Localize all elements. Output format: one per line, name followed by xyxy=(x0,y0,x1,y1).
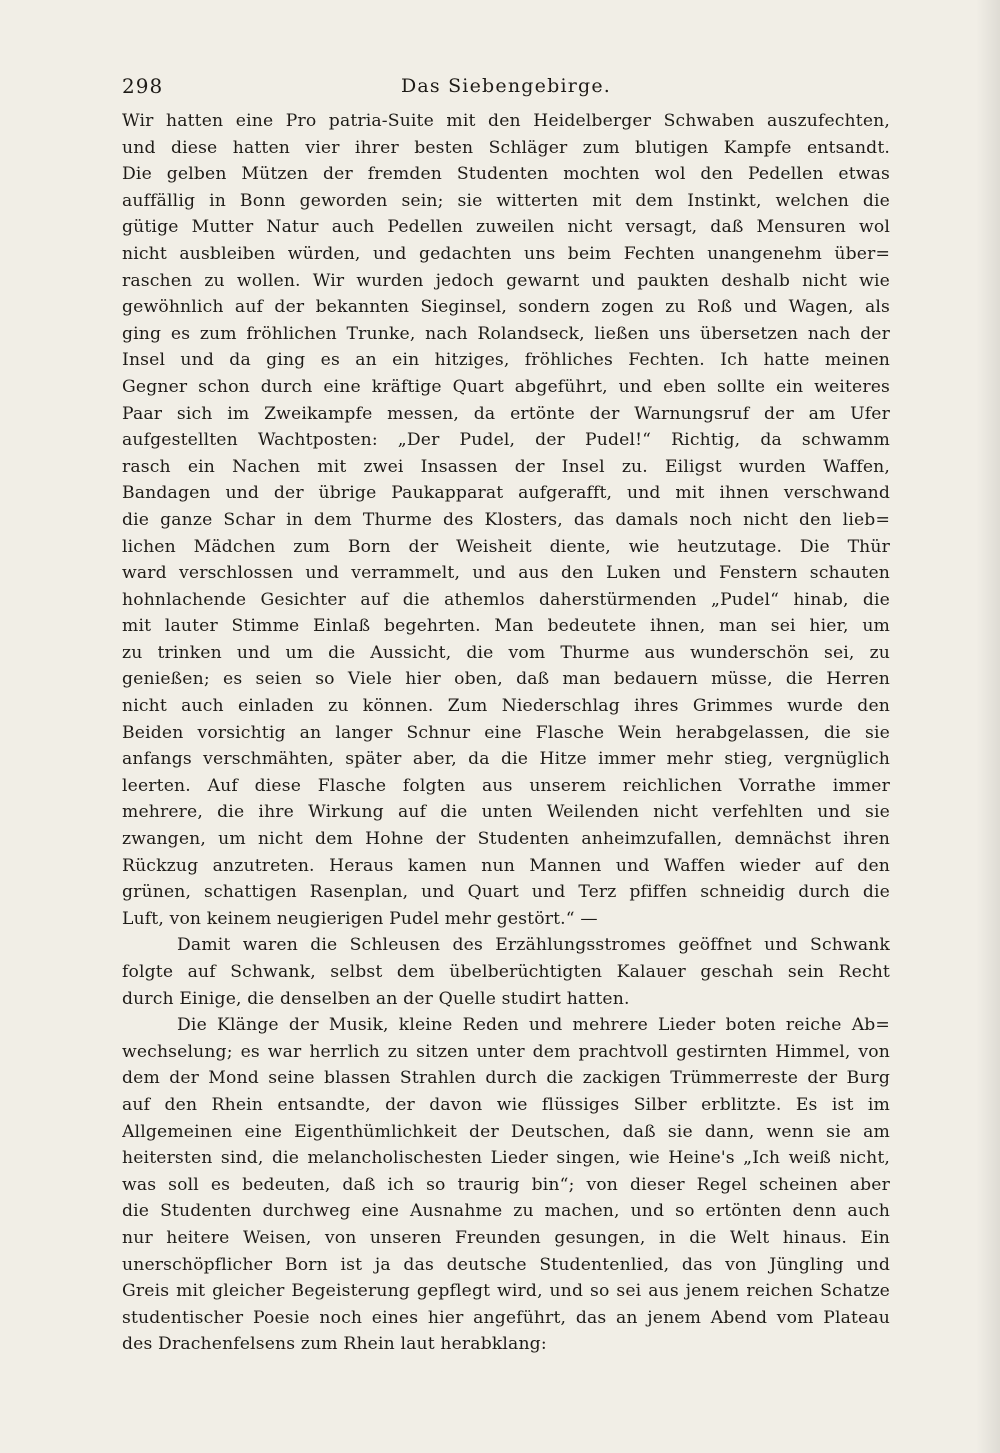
text-line: heitersten sind, die melancholischesten Lieder singen, wie Heine's „Ich weiß nicht, xyxy=(122,1148,890,1169)
page-number: 298 xyxy=(122,74,164,98)
text-line: Luft, von keinem neugierigen Pudel mehr gestört.“ — xyxy=(122,908,598,929)
text-line: studentischer Poesie noch eines hier angeführt, das an jenem Abend vom Plateau xyxy=(122,1307,890,1328)
text-line: gewöhnlich auf der bekannten Sieginsel, sondern zogen zu Roß und Wagen, als xyxy=(122,297,890,318)
text-line: des Drachenfelsens zum Rhein laut herabklang: xyxy=(122,1334,547,1355)
text-line: grünen, schattigen Rasenplan, und Quart und Terz pfiffen schneidig durch die xyxy=(122,882,890,903)
paragraph-start-line: Damit waren die Schleusen des Erzählungsstromes geöffnet und Schwank xyxy=(177,935,890,956)
text-line: unerschöpflicher Born ist ja das deutsche Studentenlied, das von Jüngling und xyxy=(122,1254,890,1275)
text-line: auf den Rhein entsandte, der davon wie flüssiges Silber erblitzte. Es ist im xyxy=(122,1094,890,1115)
text-line: zu trinken und um die Aussicht, die vom Thurme aus wunderschön sei, zu xyxy=(122,642,890,663)
text-line: leerten. Auf diese Flasche folgten aus unserem reichlichen Vorrathe immer xyxy=(122,775,890,796)
text-line: und diese hatten vier ihrer besten Schläger zum blutigen Kampfe entsandt. xyxy=(122,137,890,158)
text-line: was soll es bedeuten, daß ich so traurig bin“; von dieser Regel scheinen aber xyxy=(122,1174,890,1195)
text-line: hohnlachende Gesichter auf die athemlos daherstürmenden „Pudel“ hinab, die xyxy=(122,589,890,610)
text-line: dem der Mond seine blassen Strahlen durch die zackigen Trümmerreste der Burg xyxy=(122,1068,890,1089)
text-line: die Studenten durchweg eine Ausnahme zu machen, und so ertönten denn auch xyxy=(122,1201,890,1222)
text-line: durch Einige, die denselben an der Quelle studirt hatten. xyxy=(122,988,630,1009)
running-title: Das Siebengebirge. xyxy=(400,75,612,97)
text-line: folgte auf Schwank, selbst dem übelberüchtigten Kalauer geschah sein Recht xyxy=(122,962,890,982)
text-line: Die gelben Mützen der fremden Studenten mochten wol den Pedellen etwas xyxy=(122,164,890,185)
text-line: ward verschlossen und verrammelt, und aus den Luken und Fenstern schauten xyxy=(122,563,890,584)
text-line: genießen; es seien so Viele hier oben, daß man bedauern müsse, die Herren xyxy=(122,669,890,690)
text-line: Beiden vorsichtig an langer Schnur eine Flasche Wein herabgelassen, die sie xyxy=(122,722,890,743)
text-line: mehrere, die ihre Wirkung auf die unten Weilenden nicht verfehlten und sie xyxy=(122,802,890,823)
text-line: aufgestellten Wachtposten: „Der Pudel, der Pudel!“ Richtig, da schwamm xyxy=(122,430,890,451)
text-line: mit lauter Stimme Einlaß begehrten. Man bedeutete ihnen, man sei hier, um xyxy=(122,616,890,637)
text-line: raschen zu wollen. Wir wurden jedoch gewarnt und paukten deshalb nicht wie xyxy=(122,270,890,291)
text-line: rasch ein Nachen mit zwei Insassen der Insel zu. Eiligst wurden Waffen, xyxy=(122,456,890,477)
text-line: Greis mit gleicher Begeisterung gepflegt wird, und so sei aus jenem reichen Schatze xyxy=(122,1281,890,1302)
text-line: nicht auch einladen zu können. Zum Niederschlag ihres Grimmes wurde den xyxy=(122,696,890,717)
text-line: anfangs verschmähten, später aber, da die Hitze immer mehr stieg, vergnüglich xyxy=(122,749,890,770)
text-line: auffällig in Bonn geworden sein; sie witterten mit dem Instinkt, welchen die xyxy=(122,190,890,211)
text-line: gütige Mutter Natur auch Pedellen zuweilen nicht versagt, daß Mensuren wol xyxy=(122,217,890,238)
text-line: ging es zum fröhlichen Trunke, nach Rolandseck, ließen uns übersetzen nach der xyxy=(122,323,890,344)
text-line: Bandagen und der übrige Paukapparat aufgerafft, und mit ihnen verschwand xyxy=(122,483,890,504)
text-line: Gegner schon durch eine kräftige Quart abgeführt, und eben sollte ein weiteres xyxy=(122,376,890,397)
page-header xyxy=(122,70,890,102)
text-line: wechselung; es war herrlich zu sitzen unter dem prachtvoll gestirnten Himmel, von xyxy=(122,1041,890,1062)
text-line: Insel und da ging es an ein hitziges, fröhliches Fechten. Ich hatte meinen xyxy=(122,350,890,371)
text-line: lichen Mädchen zum Born der Weisheit diente, wie heutzutage. Die Thür xyxy=(122,536,890,557)
text-line: zwangen, um nicht dem Hohne der Studenten anheimzufallen, demnächst ihren xyxy=(122,829,890,850)
text-line: Paar sich im Zweikampfe messen, da ertönte der Warnungsruf der am Ufer xyxy=(122,403,890,424)
paragraph-start-line: Die Klänge der Musik, kleine Reden und mehrere Lieder boten reiche Ab= xyxy=(177,1015,890,1036)
text-line: Wir hatten eine Pro patria-Suite mit den Heidelberger Schwaben auszufechten, xyxy=(122,111,890,131)
body-text xyxy=(122,108,890,1358)
text-line: nur heitere Weisen, von unseren Freunden gesungen, in die Welt hinaus. Ein xyxy=(122,1227,890,1248)
text-line: Allgemeinen eine Eigenthümlichkeit der Deutschen, daß sie dann, wenn sie am xyxy=(122,1121,890,1142)
text-line: die ganze Schar in dem Thurme des Klosters, das damals noch nicht den lieb= xyxy=(122,509,890,530)
text-line: Rückzug anzutreten. Heraus kamen nun Mannen und Waffen wieder auf den xyxy=(122,855,890,876)
text-line: nicht ausbleiben würden, und gedachten uns beim Fechten unangenehm über= xyxy=(122,243,890,264)
